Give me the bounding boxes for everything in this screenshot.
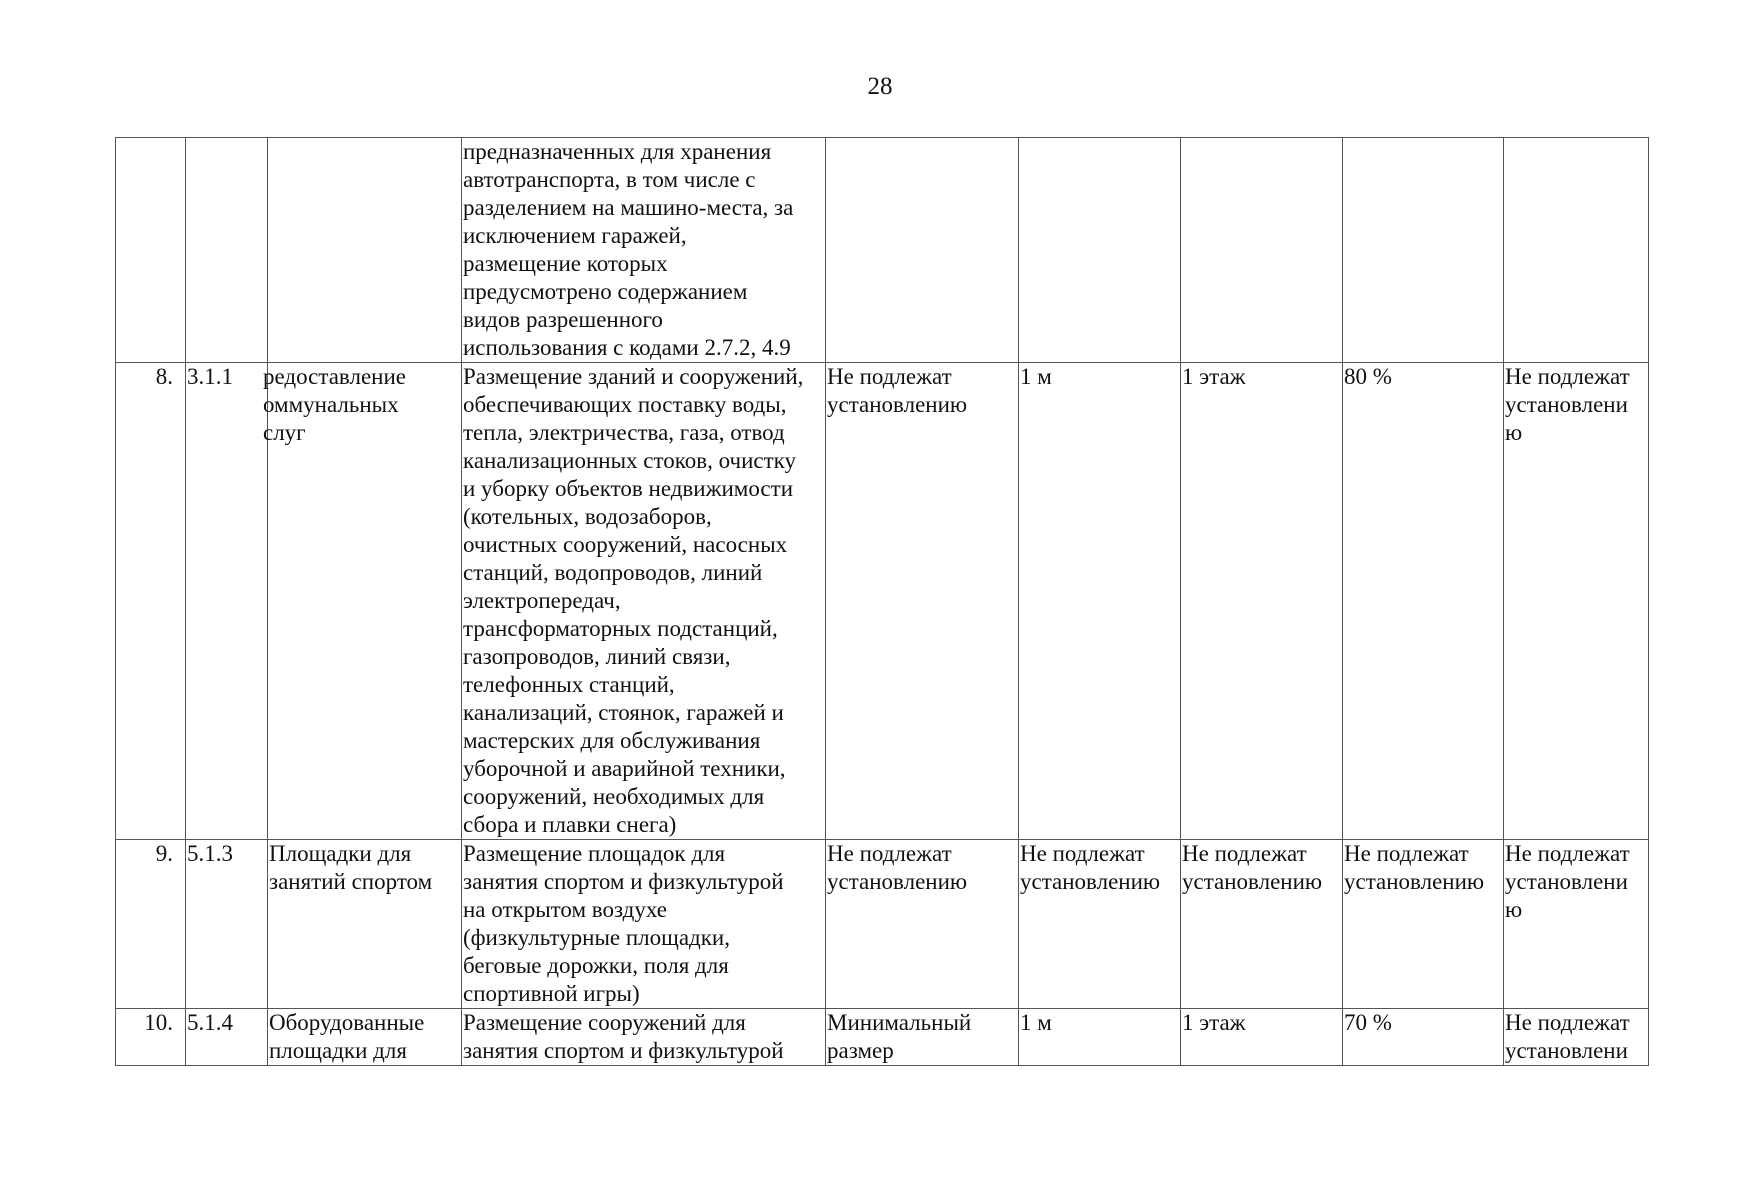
description-line: уборочной и аварийной техники, — [463, 756, 786, 781]
description-line: Размещение сооружений для — [463, 1010, 746, 1035]
description-cell — [462, 1009, 826, 1066]
page-number: 28 — [867, 73, 893, 100]
name-cell — [268, 138, 462, 363]
description-line: сбора и плавки снега) — [463, 812, 677, 837]
cell-line: Не подлежат — [1505, 1010, 1630, 1035]
code-cell — [186, 138, 268, 363]
min-setback-cell — [1019, 840, 1181, 1009]
description-line: сооружений, необходимых для — [463, 784, 765, 809]
cell-line: ю — [1505, 897, 1523, 922]
description-cell — [462, 840, 826, 1009]
cell-line: установлению — [1020, 869, 1161, 894]
description-line: беговые дорожки, поля для — [463, 953, 729, 978]
cell-line: Не подлежат — [827, 364, 952, 389]
name-line: занятий спортом — [269, 869, 433, 894]
table-row-10 — [116, 1009, 1649, 1066]
cell-line: Минимальный — [827, 1010, 972, 1035]
max-floors-cell — [1181, 1009, 1343, 1066]
cell-line: Не подлежат — [1020, 841, 1145, 866]
table-row-continuation — [116, 138, 1649, 363]
name-line: Площадки для — [269, 841, 412, 866]
cell-line: 70 % — [1344, 1010, 1392, 1035]
table-row-8 — [116, 363, 1649, 840]
cell-line: Не подлежат — [1505, 364, 1630, 389]
cell-line: Не подлежат — [1182, 841, 1307, 866]
row-number-cell — [116, 138, 186, 363]
description-line: занятия спортом и физкультурой — [463, 1038, 784, 1063]
name-line: площадки для — [269, 1038, 407, 1063]
description-line: размещение которых — [463, 251, 668, 276]
code-cell: 3.1.1 — [186, 363, 268, 840]
table-row-9 — [116, 840, 1649, 1009]
description-line: автотранспорта, в том числе с — [463, 167, 756, 192]
cell-line: Не подлежат — [1344, 841, 1469, 866]
name-cell — [263, 363, 462, 840]
description-line: разделением на машино-места, за — [463, 195, 794, 220]
max-coverage-cell — [1343, 363, 1504, 840]
min-setback-cell — [1019, 138, 1181, 363]
max-floors-cell — [1181, 138, 1343, 363]
cell-line: установлени — [1505, 1038, 1628, 1063]
description-line: мастерских для обслуживания — [463, 728, 761, 753]
other-params-cell — [1504, 363, 1649, 840]
land-use-table-wrapper — [115, 137, 1649, 1066]
cell-line: ю — [1505, 420, 1523, 445]
description-line: трансформаторных подстанций, — [463, 616, 778, 641]
cell-line: 80 % — [1344, 364, 1392, 389]
description-line: на открытом воздухе — [463, 897, 667, 922]
description-line: видов разрешенного — [463, 307, 663, 332]
description-line: использования с кодами 2.7.2, 4.9 — [463, 335, 791, 360]
min-setback-cell — [1019, 1009, 1181, 1066]
min-plot-size-cell — [826, 138, 1019, 363]
other-params-cell — [1504, 1009, 1649, 1066]
name-line: Оборудованные — [269, 1010, 425, 1035]
cell-line: 1 м — [1020, 1010, 1052, 1035]
description-line: предназначенных для хранения — [463, 139, 772, 164]
name-line: редоставление — [263, 364, 406, 389]
description-line: канализационных стоков, очистку — [463, 448, 796, 473]
cell-line: установлению — [1182, 869, 1323, 894]
description-line: предусмотрено содержанием — [463, 279, 748, 304]
description-line: занятия спортом и физкультурой — [463, 869, 784, 894]
row-number-cell: 8. — [116, 363, 186, 840]
description-line: Размещение зданий и сооружений, — [463, 364, 804, 389]
description-line: исключением гаражей, — [463, 223, 687, 248]
description-line: очистных сооружений, насосных — [463, 532, 788, 557]
cell-line: установлени — [1505, 869, 1628, 894]
cell-line: установлению — [827, 392, 968, 417]
land-use-table — [115, 137, 1649, 1066]
description-line: обеспечивающих поставку воды, — [463, 392, 787, 417]
description-line: и уборку объектов недвижимости — [463, 476, 793, 501]
name-line: слуг — [263, 420, 306, 445]
other-params-cell — [1504, 840, 1649, 1009]
description-line: канализаций, стоянок, гаражей и — [463, 700, 784, 725]
description-line: телефонных станций, — [463, 672, 675, 697]
description-cell — [462, 138, 826, 363]
cell-line: Не подлежат — [827, 841, 952, 866]
description-line: (котельных, водозаборов, — [463, 504, 712, 529]
min-plot-size-cell — [826, 1009, 1019, 1066]
description-cell — [462, 363, 826, 840]
name-cell — [268, 840, 462, 1009]
cell-line: Не подлежат — [1505, 841, 1630, 866]
max-coverage-cell — [1343, 1009, 1504, 1066]
cell-line: размер — [827, 1038, 894, 1063]
description-line: газопроводов, линий связи, — [463, 644, 731, 669]
other-params-cell — [1504, 138, 1649, 363]
min-plot-size-cell — [826, 840, 1019, 1009]
max-coverage-cell — [1343, 840, 1504, 1009]
code-cell: 5.1.4 — [186, 1009, 268, 1066]
code-cell: 5.1.3 — [186, 840, 268, 1009]
description-line: электропередач, — [463, 588, 621, 613]
min-plot-size-cell — [826, 363, 1019, 840]
cell-line: 1 этаж — [1182, 364, 1246, 389]
description-line: спортивной игры) — [463, 981, 640, 1006]
max-floors-cell — [1181, 363, 1343, 840]
cell-line: установлени — [1505, 392, 1628, 417]
name-line: оммунальных — [263, 392, 399, 417]
cell-line: установлению — [1344, 869, 1485, 894]
row-number-cell: 9. — [116, 840, 186, 1009]
max-coverage-cell — [1343, 138, 1504, 363]
description-line: (физкультурные площадки, — [463, 925, 730, 950]
name-cell — [268, 1009, 462, 1066]
cell-line: установлению — [827, 869, 968, 894]
description-line: станций, водопроводов, линий — [463, 560, 763, 585]
description-line: тепла, электричества, газа, отвод — [463, 420, 785, 445]
row-number-cell: 10. — [116, 1009, 186, 1066]
description-line: Размещение площадок для — [463, 841, 726, 866]
min-setback-cell — [1019, 363, 1181, 840]
max-floors-cell — [1181, 840, 1343, 1009]
cell-line: 1 м — [1020, 364, 1052, 389]
cell-line: 1 этаж — [1182, 1010, 1246, 1035]
